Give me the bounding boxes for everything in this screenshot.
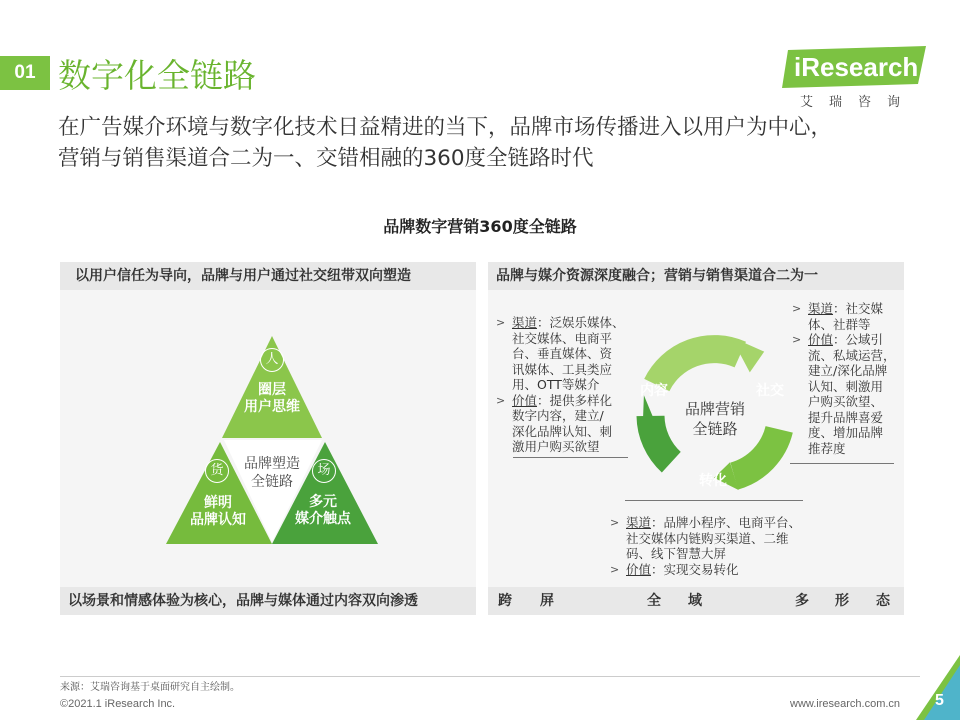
section-number: 01 — [0, 56, 50, 90]
arrow-bullet-icon: > — [792, 302, 802, 315]
conversion-block — [610, 515, 820, 577]
iresearch-logo — [782, 46, 932, 110]
tri-right-label: 多元 媒介触点 — [295, 494, 351, 527]
person-icon: 人 — [260, 348, 284, 372]
bottom-word-2: 屏 — [540, 593, 554, 609]
arrow-bullet-icon: > — [496, 393, 506, 407]
content-block — [496, 315, 636, 455]
tri-center-label: 品牌塑造 全链路 — [244, 456, 300, 490]
diagram-title: 品牌数字营销360度全链路 — [383, 217, 577, 236]
intro-line-2: 营销与销售渠道合二为一、交错相融的360度全链路时代 — [58, 146, 594, 171]
cycle-label-content: 内容 — [640, 383, 668, 399]
cycle-label-social: 社交 — [756, 383, 784, 399]
left-bottom-band-text: 以场景和情感体验为核心，品牌与媒体通过内容双向渗透 — [68, 593, 418, 609]
arrow-bullet-icon: > — [792, 333, 802, 346]
content-block-rule — [513, 457, 628, 458]
right-top-band-text: 品牌与媒介资源深度融合；营销与销售渠道合二为一 — [496, 268, 818, 284]
page-number: 5 — [935, 692, 944, 709]
intro-text — [58, 112, 938, 174]
bottom-word-6: 形 — [835, 593, 849, 609]
social-channel: > 渠道：社交媒 体、社群等 — [792, 301, 884, 332]
bottom-word-4: 域 — [688, 593, 702, 609]
conversion-channel: > 渠道：品牌小程序、电商平台、 社交媒体内链购买渠道、二维 码、线下智慧大屏 — [610, 515, 802, 561]
tri-top-label: 圈层 用户思维 — [244, 382, 300, 415]
cycle-center-label: 品牌营销 全链路 — [684, 400, 745, 438]
left-top-band-text: 以用户信任为导向，品牌与用户通过社交纽带双向塑造 — [75, 268, 411, 284]
cycle-label-conversion: 转化 — [699, 473, 727, 489]
bottom-word-3: 全 — [647, 593, 661, 609]
bottom-word-5: 多 — [795, 593, 809, 609]
source-note: 来源：艾瑞咨询基于桌面研究自主绘制。 — [60, 682, 240, 693]
arrow-bullet-icon: > — [610, 516, 620, 529]
goods-icon: 货 — [205, 459, 229, 483]
conversion-value: > 价值：实现交易转化 — [610, 561, 739, 577]
footer-divider — [60, 676, 920, 677]
conversion-block-rule — [625, 500, 803, 501]
content-channel: > 渠道：泛娱乐媒体、 社交媒体、电商平 台、垂直媒体、资 讯媒体、工具类应 用、OTT等媒介 — [496, 315, 625, 392]
website-url: www.iresearch.com.cn — [790, 698, 901, 710]
copyright: ©2021.1 iResearch Inc. — [60, 698, 176, 710]
intro-line-1: 在广告媒介环境与数字化技术日益精进的当下，品牌市场传播进入以用户为中心， — [58, 115, 833, 140]
bottom-word-1: 跨 — [498, 593, 512, 609]
arrow-bullet-icon: > — [610, 562, 620, 576]
logo-cn: 艾瑞咨询 — [800, 95, 917, 110]
social-block — [792, 301, 904, 456]
page-title: 数字化全链路 — [58, 56, 256, 95]
content-value: > 价值：提供多样化 数字内容，建立/ 深化品牌认知、刺 激用户购买欲望 — [496, 392, 613, 454]
tri-left-label: 鲜明 品牌认知 — [190, 495, 246, 528]
logo-text: iResearch — [794, 52, 919, 82]
social-value: > 价值：公域引 流、私域运营， 建立/深化品牌 认知、刺激用 户购买欲望、 提升品牌喜爱 度、增加品牌 推荐度 — [792, 332, 896, 456]
bottom-word-7: 态 — [876, 593, 890, 609]
social-block-rule — [790, 463, 894, 464]
arrow-bullet-icon: > — [496, 316, 506, 329]
scene-icon: 场 — [312, 459, 336, 483]
corner-triangle-icon — [910, 655, 960, 720]
